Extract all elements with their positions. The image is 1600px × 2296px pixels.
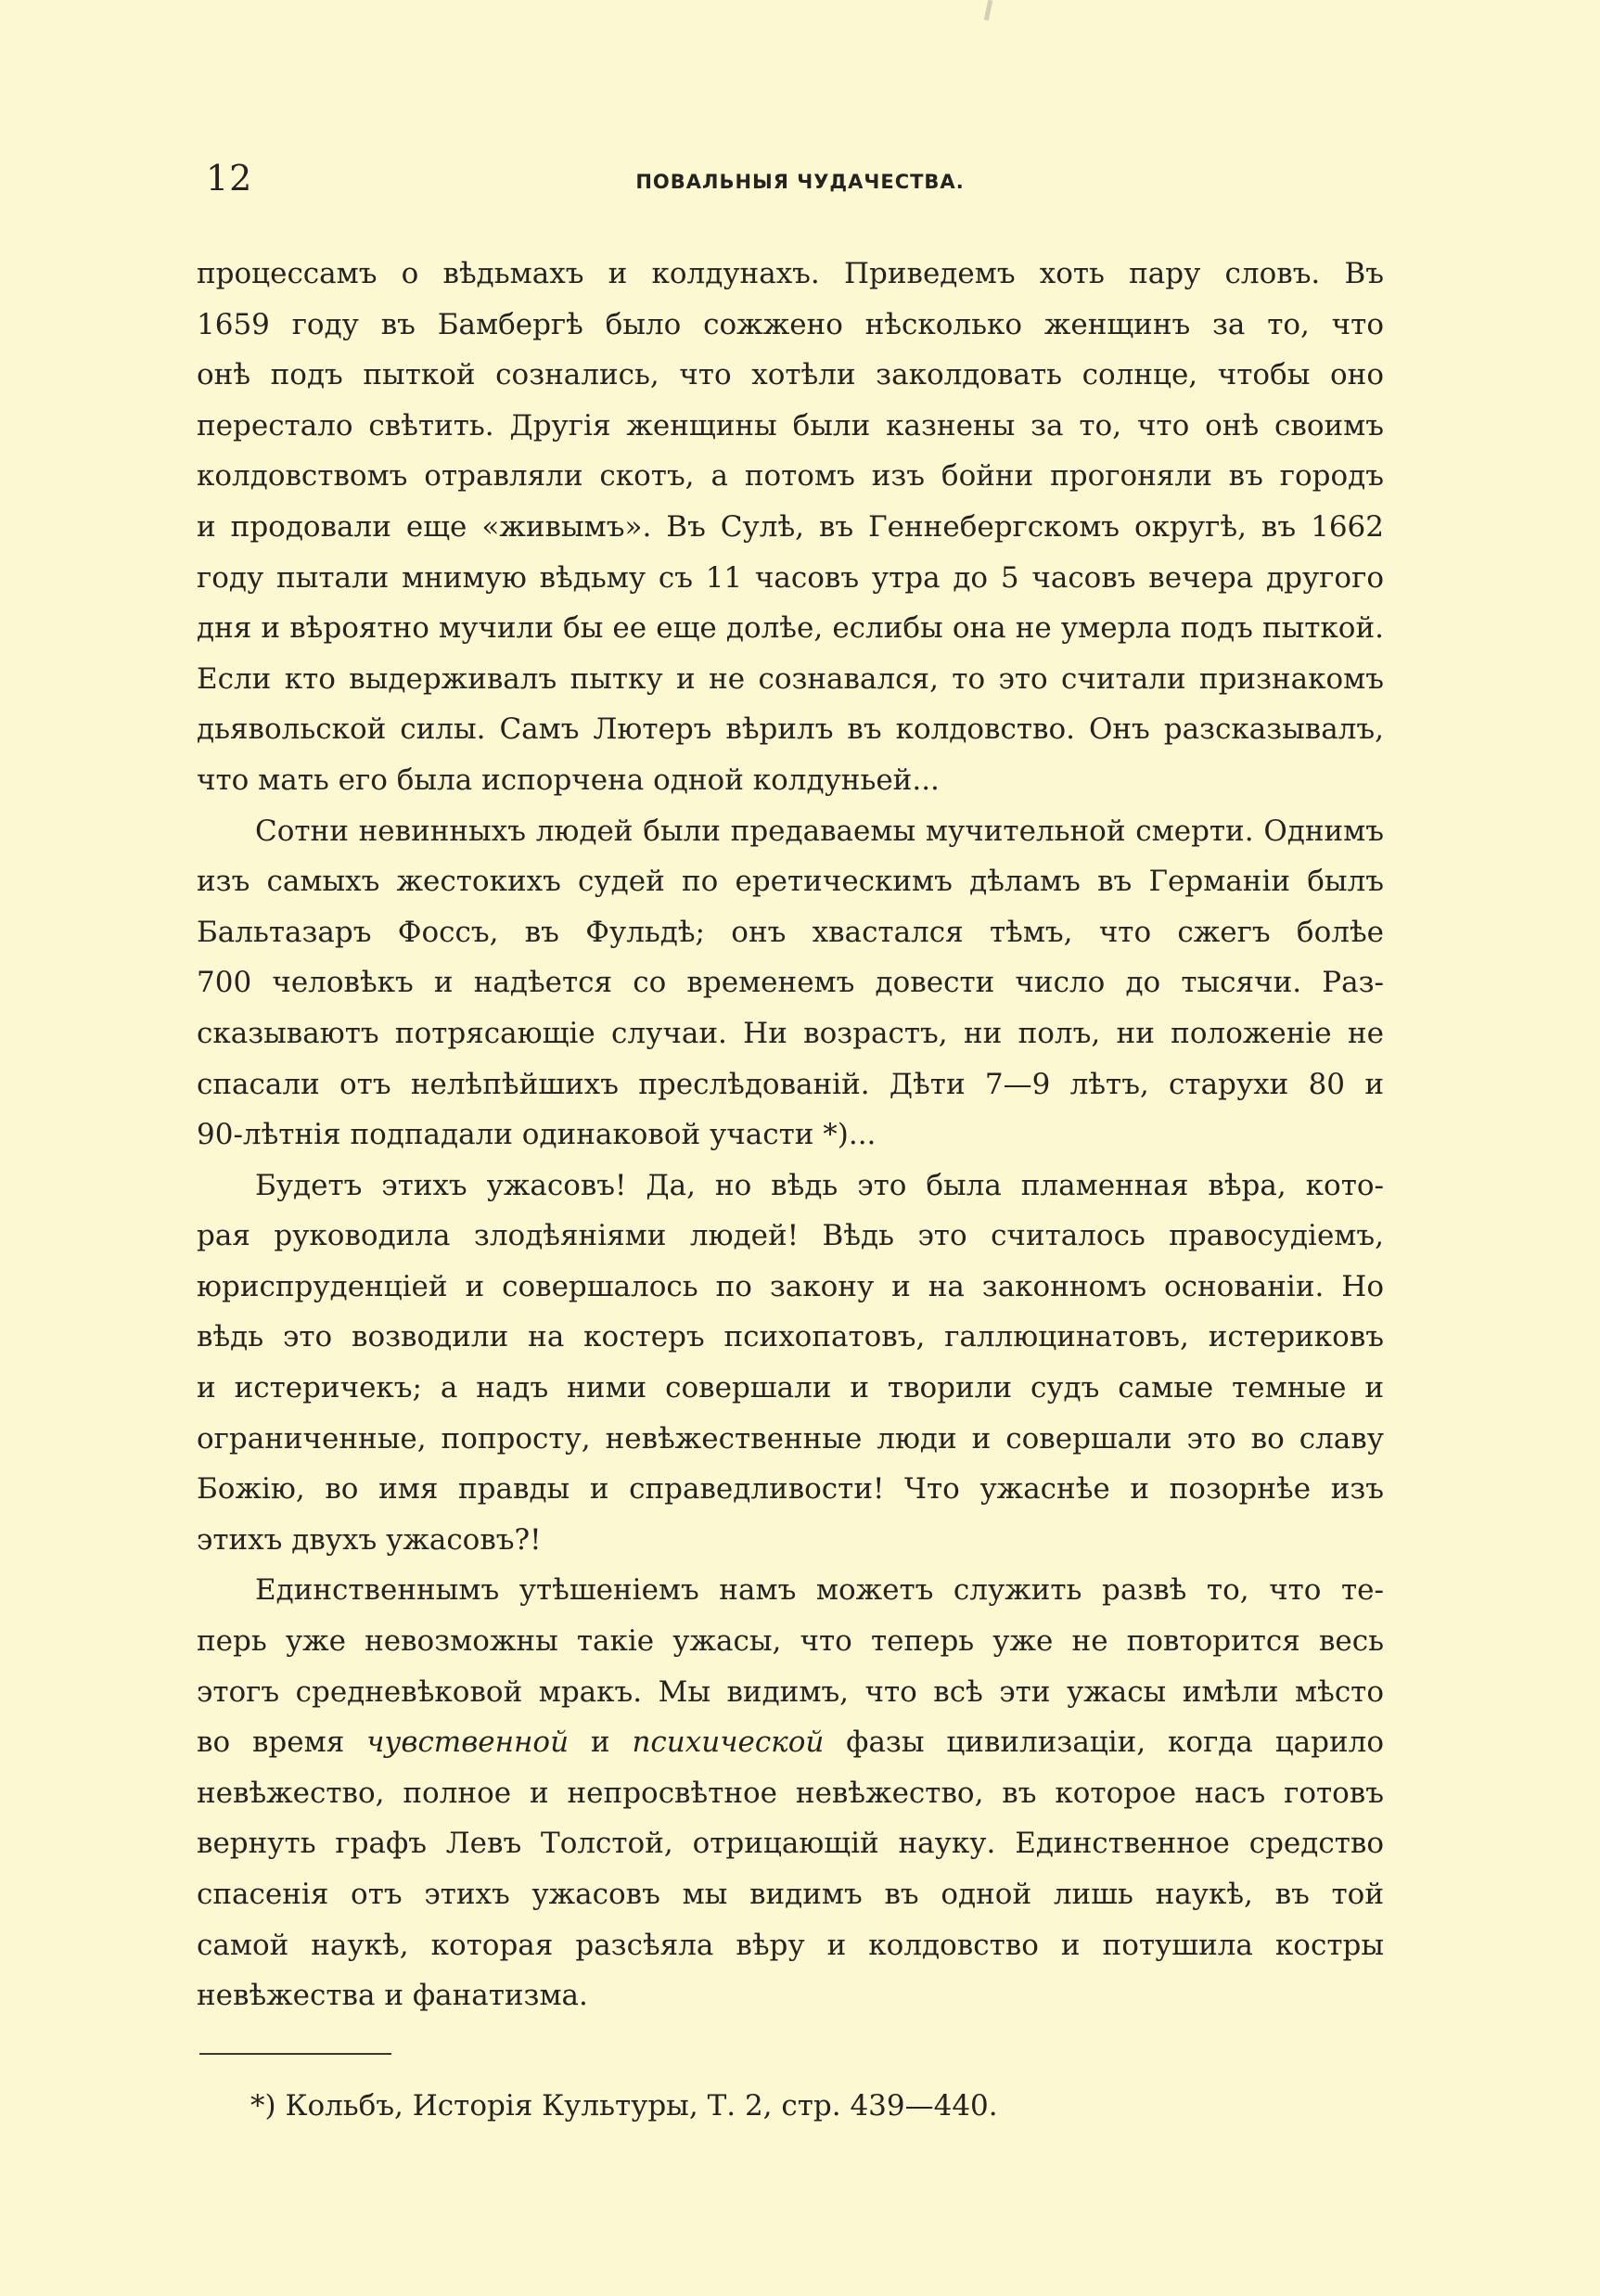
text-line: спасенія отъ этихъ ужасовъ мы видимъ въ одной лишь наукѣ, въ той bbox=[197, 1878, 1384, 1911]
emphasized-word: чувственной bbox=[366, 1725, 570, 1760]
text-line: Бальтазаръ Фоссъ, въ Фульдѣ; онъ хвастался тѣмъ, что сжегъ болѣе bbox=[197, 915, 1384, 949]
text-line: сказываютъ потрясающіе случаи. Ни возрастъ, ни полъ, ни положеніе не bbox=[197, 1016, 1384, 1050]
text-run: и bbox=[569, 1725, 633, 1760]
text-line: и продовали еще «живымъ». Въ Сулѣ, въ Геннебергскомъ округѣ, въ 1662 bbox=[197, 509, 1384, 544]
text-line: Единственнымъ утѣшеніемъ намъ можетъ служить развѣ то, что те- bbox=[255, 1573, 1384, 1608]
page-number: 12 bbox=[206, 158, 253, 199]
paragraph-4 bbox=[197, 1565, 1384, 2020]
text-run: во время bbox=[197, 1725, 367, 1760]
text-run: фазы цивилизаціи, когда царило bbox=[824, 1725, 1385, 1760]
text-line: невѣжества и фанатизма. bbox=[197, 1979, 588, 2013]
text-line: Если кто выдерживалъ пытку и не сознавался, то это считали признакомъ bbox=[197, 661, 1384, 696]
paragraph-1 bbox=[197, 249, 1384, 806]
text-line: самой наукѣ, которая разсѣяла вѣру и колдовство и потушила костры bbox=[197, 1928, 1384, 1962]
text-line: онѣ подъ пыткой сознались, что хотѣли заколдовать солнце, чтобы оно bbox=[197, 358, 1384, 392]
text-line: дня и вѣроятно мучили бы ее еще долѣе, еслибы она не умерла подъ пыткой. bbox=[197, 611, 1384, 646]
body-text bbox=[197, 249, 1384, 2021]
text-line: Божію, во имя правды и справедливости! Что ужаснѣе и позорнѣе изъ bbox=[197, 1472, 1384, 1507]
text-line: перестало свѣтить. Другія женщины были казнены за то, что онѣ своимъ bbox=[197, 408, 1384, 443]
text-line: перь уже невозможны такіе ужасы, что теперь уже не повторится весь bbox=[197, 1624, 1384, 1659]
text-line: этихъ двухъ ужасовъ?! bbox=[197, 1522, 542, 1557]
paragraph-3 bbox=[197, 1161, 1384, 1566]
text-line: процессамъ о вѣдьмахъ и колдунахъ. Приведемъ хоть пару словъ. Въ bbox=[197, 257, 1384, 290]
text-line: что мать его была испорчена одной колдуньей... bbox=[197, 763, 940, 797]
text-line: и истеричекъ; а надъ ними совершали и творили судъ самые темные и bbox=[197, 1371, 1384, 1405]
text-line-with-emphasis bbox=[197, 1717, 1384, 1768]
text-line: этогъ средневѣковой мракъ. Мы видимъ, что всѣ эти ужасы имѣли мѣсто bbox=[197, 1674, 1384, 1709]
paragraph-2 bbox=[197, 806, 1384, 1161]
emphasized-word: психической bbox=[632, 1725, 825, 1760]
text-line: году пытали мнимую вѣдьму съ 11 часовъ утра до 5 часовъ вечера другого bbox=[197, 560, 1384, 595]
text-line: дьявольской силы. Самъ Лютеръ вѣрилъ въ колдовство. Онъ разсказывалъ, bbox=[197, 712, 1384, 747]
text-line: 700 человѣкъ и надѣется со временемъ довести число до тысячи. Раз- bbox=[197, 966, 1384, 1000]
footnote: *) Кольбъ, Исторія Культуры, Т. 2, стр. 439—440. bbox=[250, 2089, 998, 2123]
ink-mark bbox=[984, 0, 992, 20]
text-line: вернуть графъ Левъ Толстой, отрицающій науку. Единственное средство bbox=[197, 1827, 1384, 1861]
text-line: Сотни невинныхъ людей были предаваемы мучительной смерти. Однимъ bbox=[255, 814, 1384, 848]
text-line: 1659 году въ Бамбергѣ было сожжено нѣсколько женщинъ за то, что bbox=[197, 307, 1384, 341]
text-line: изъ самыхъ жестокихъ судей по еретическимъ дѣламъ въ Германіи былъ bbox=[197, 865, 1384, 899]
text-line: колдовствомъ отравляли скотъ, а потомъ изъ бойни прогоняли въ городъ bbox=[197, 459, 1384, 494]
running-head: ПОВАЛЬНЫЯ ЧУДАЧЕСТВА. bbox=[635, 171, 965, 193]
text-line: невѣжество, полное и непросвѣтное невѣжество, въ которое насъ готовъ bbox=[197, 1776, 1384, 1810]
text-line: юриспруденціей и совершалось по закону и на законномъ основаніи. Но bbox=[197, 1269, 1384, 1303]
text-line: Будетъ этихъ ужасовъ! Да, но вѣдь это была пламенная вѣра, кото- bbox=[255, 1168, 1384, 1202]
text-line: 90-лѣтнія подпадали одинаковой участи *)... bbox=[197, 1118, 877, 1152]
text-line: ограниченные, попросту, невѣжественные люди и совершали это во славу bbox=[197, 1421, 1384, 1456]
footnote-rule bbox=[199, 2053, 391, 2055]
text-line: вѣдь это возводили на костеръ психопатовъ, галлюцинатовъ, истериковъ bbox=[197, 1320, 1384, 1354]
text-line: рая руководила злодѣяніями людей! Вѣдь это считалось правосудіемъ, bbox=[197, 1219, 1384, 1253]
text-line: спасали отъ нелѣпѣйшихъ преслѣдованій. Дѣти 7—9 лѣтъ, старухи 80 и bbox=[197, 1067, 1384, 1101]
